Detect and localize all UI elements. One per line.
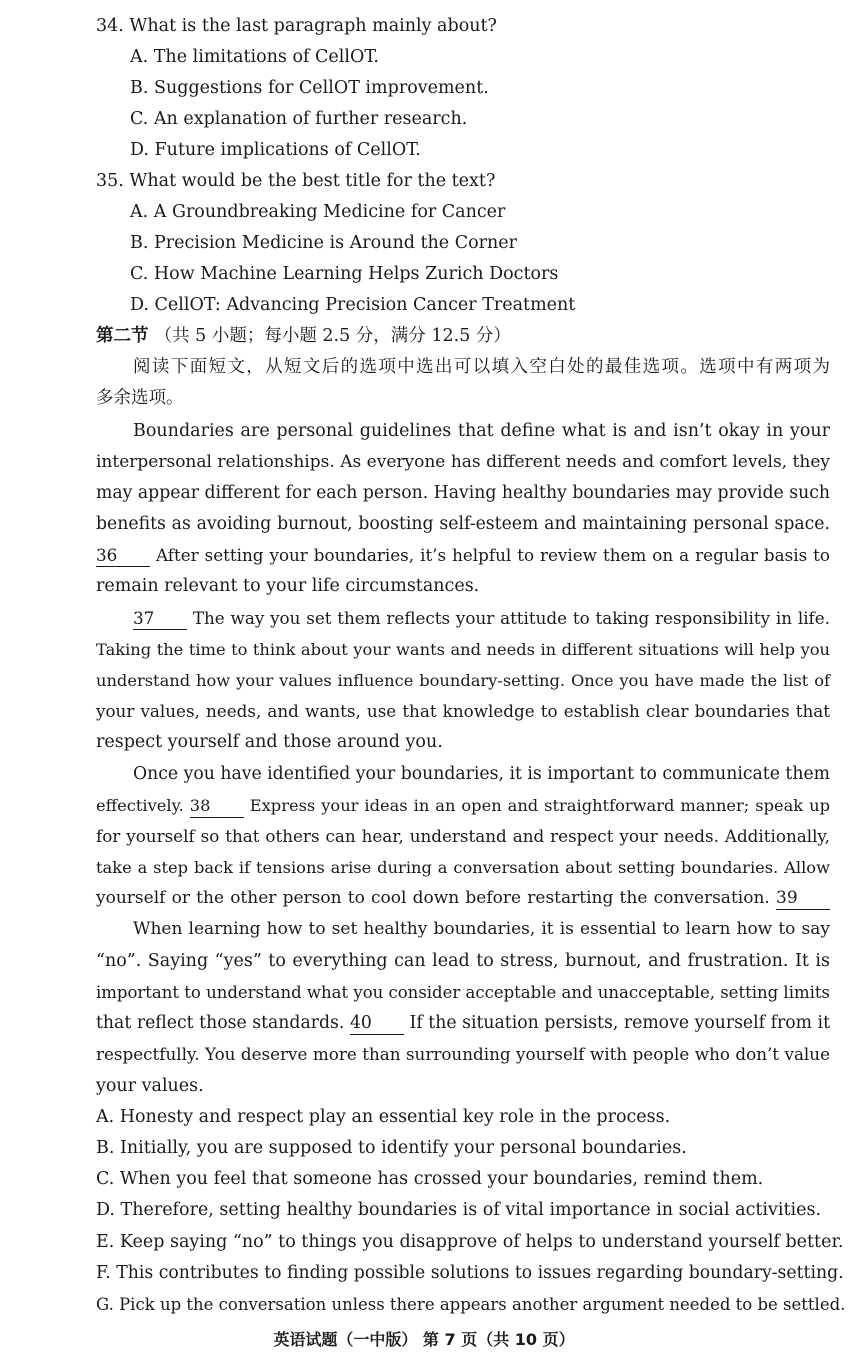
passage-p3-line-3: for yourself so that others can hear, understand and respect your needs. Additionally,	[96, 826, 830, 846]
passage-p4-line-4	[96, 1008, 830, 1039]
section-scoring: （共 5 小题；每小题 2.5 分，满分 12.5 分）	[154, 326, 511, 346]
passage-p4-line-1: When learning how to set healthy boundaries, it is essential to learn how to say	[133, 919, 830, 939]
section-title: 第二节	[96, 326, 149, 346]
passage-p3-line-2-before: effectively.	[96, 796, 184, 815]
passage-p4-line-6: your values.	[96, 1076, 204, 1096]
blank-39[interactable]: 39	[776, 887, 830, 910]
passage-p1-line-4: benefits as avoiding burnout, boosting self-esteem and maintaining personal space.	[96, 514, 830, 534]
choice-a: A. Honesty and respect play an essential key role in the process.	[96, 1107, 671, 1127]
passage-p1-line-3: may appear different for each person. Having healthy boundaries may provide such	[96, 483, 830, 503]
blank-40[interactable]: 40	[350, 1012, 404, 1035]
page-footer: 英语试题（一中版） 第 7 页（共 10 页）	[273, 1330, 575, 1349]
passage-p3-line-4: take a step back if tensions arise during a conversation about setting boundaries. Allow	[96, 858, 830, 877]
passage-p2-line-1	[96, 603, 830, 634]
section-instruction-line-1: 阅读下面短文，从短文后的选项中选出可以填入空白处的最佳选项。选项中有两项为	[133, 357, 830, 377]
choice-d: D. Therefore, setting healthy boundaries is of vital importance in social activities.	[96, 1200, 822, 1220]
question-34-option-c: C. An explanation of further research.	[130, 109, 468, 129]
passage-p3-line-5-text: yourself or the other person to cool down before restarting the conversation.	[96, 888, 770, 908]
passage-p2-line-5: respect yourself and those around you.	[96, 732, 443, 752]
question-34-option-a: A. The limitations of CellOT.	[130, 47, 379, 67]
blank-37[interactable]: 37	[133, 607, 187, 630]
question-35-option-a: A. A Groundbreaking Medicine for Cancer	[130, 202, 506, 222]
choice-g: G. Pick up the conversation unless there appears another argument needed to be settled.	[96, 1295, 846, 1314]
passage-p2-line-2: Taking the time to think about your wants and needs in different situations will help you	[96, 640, 830, 659]
section-instruction-line-2: 多余选项。	[96, 388, 184, 408]
question-34-stem: 34. What is the last paragraph mainly about?	[96, 16, 497, 36]
passage-p3-line-2	[96, 790, 830, 821]
question-35-option-d: D. CellOT: Advancing Precision Cancer Treatment	[130, 295, 576, 315]
blank-36[interactable]: 36	[96, 544, 150, 567]
question-35-option-c: C. How Machine Learning Helps Zurich Doctors	[130, 264, 559, 284]
choice-c: C. When you feel that someone has crossed your boundaries, remind them.	[96, 1169, 764, 1189]
passage-p4-line-4-after: If the situation persists, remove yourself from it	[409, 1013, 831, 1033]
question-34-option-d: D. Future implications of CellOT.	[130, 140, 421, 160]
passage-p4-line-5: respectfully. You deserve more than surrounding yourself with people who don’t value	[96, 1044, 830, 1064]
passage-p2-line-3: understand how your values influence boundary-setting. Once you have made the list of	[96, 671, 830, 690]
passage-p1-line-5-text: After setting your boundaries, it’s helpful to review them on a regular basis to	[156, 545, 830, 565]
blank-38[interactable]: 38	[190, 795, 244, 818]
passage-p4-line-4-before: that reflect those standards.	[96, 1013, 345, 1033]
question-34-option-b: B. Suggestions for CellOT improvement.	[130, 78, 489, 98]
passage-p4-line-3: important to understand what you consider acceptable and unacceptable, setting limits	[96, 983, 830, 1002]
passage-p3-line-2-after: Express your ideas in an open and straightforward manner; speak up	[249, 796, 830, 815]
passage-p4-line-2: “no”. Saying “yes” to everything can lead to stress, burnout, and frustration. It is	[96, 951, 830, 971]
choice-b: B. Initially, you are supposed to identify your personal boundaries.	[96, 1138, 687, 1158]
passage-p1-line-6: remain relevant to your life circumstances.	[96, 576, 480, 596]
passage-p3-line-5	[96, 883, 830, 914]
passage-p3-line-1: Once you have identified your boundaries, it is important to communicate them	[133, 764, 831, 784]
passage-p2-line-1-text: The way you set them reflects your attitude to taking responsibility in life.	[192, 608, 830, 628]
question-35-stem: 35. What would be the best title for the text?	[96, 171, 496, 191]
choice-e: E. Keep saying “no” to things you disapprove of helps to understand yourself better.	[96, 1232, 844, 1252]
passage-p1-line-1: Boundaries are personal guidelines that define what is and isn’t okay in your	[133, 421, 830, 441]
passage-p1-line-5	[96, 540, 830, 571]
passage-p2-line-4: your values, needs, and wants, use that knowledge to establish clear boundaries that	[96, 701, 830, 721]
passage-p1-line-2: interpersonal relationships. As everyone has different needs and comfort levels, they	[96, 452, 830, 472]
section-heading	[0, 321, 848, 352]
question-35-option-b: B. Precision Medicine is Around the Corner	[130, 233, 517, 253]
choice-f: F. This contributes to finding possible solutions to issues regarding boundary-setting.	[96, 1263, 844, 1283]
